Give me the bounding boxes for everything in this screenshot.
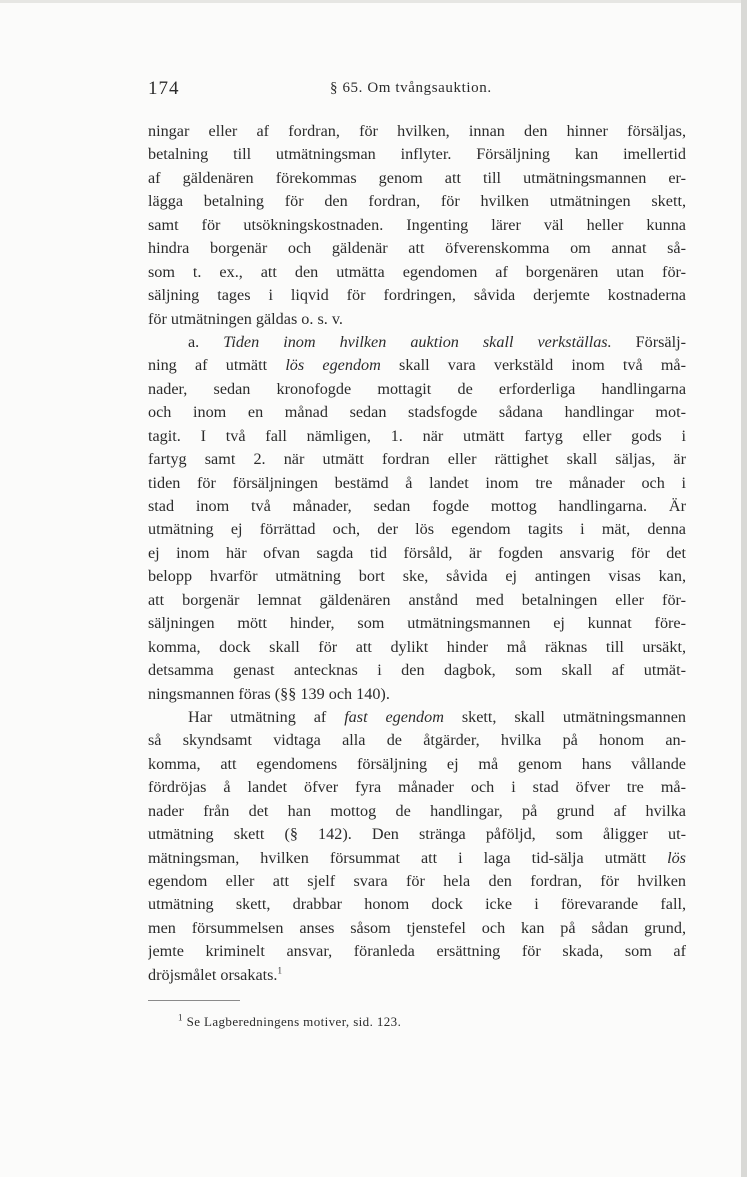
text-line: mätningsman, hvilken försummat att i laga tid-sälja utmätt lös [148, 848, 686, 867]
footnote-text: Se Lagberedningens motiver, sid. 123. [186, 1014, 402, 1029]
page-right-edge [741, 0, 747, 1177]
text-line: ningsmannen föras (§§ 139 och 140). [148, 684, 390, 703]
text-line: ningar eller af fordran, för hvilken, innan den hinner försäljas, [148, 122, 686, 140]
running-head: § 65. Om tvångsauktion. [330, 80, 492, 96]
text-line: hindra borgenär och gäldenär att öfverenskomma om annat så- [148, 239, 686, 258]
text-line: utmätning skett (§ 142). Den stränga påföljd, som åligger ut- [148, 825, 686, 844]
text-line: ej inom här ofvan sagda tid försåld, är fogden ansvarig för det [148, 543, 686, 562]
text-line: tiden för försäljningen bestämd å landet inom tre månader och i [148, 473, 686, 492]
text-line: tagit. I två fall nämligen, 1. när utmätt fartyg eller gods i [148, 426, 686, 445]
body-text [148, 120, 686, 987]
text-line: för utmätningen gäldas o. s. v. [148, 309, 343, 328]
text-line: men försummelsen anses såsom tjenstefel och kan på sådan grund, [148, 918, 686, 937]
text-line: komma, att egendomens försäljning ej må genom hans vållande [148, 754, 686, 773]
text-line: nader, sedan kronofogde mottagit de erforderliga handlingarna [148, 379, 686, 398]
text-line: jemte kriminelt ansvar, föranleda ersättning för skada, som af [148, 942, 686, 961]
text-line: belopp hvarför utmätning bort ske, såvida ej antingen visas kan, [148, 567, 686, 586]
text-line: säljning tages i liqvid för fordringen, såvida derjemte kostnaderna [148, 286, 686, 305]
footnote-mark: 1 [178, 1012, 183, 1023]
section-heading: Tiden inom hvilken auktion skall verkställas. [223, 332, 612, 351]
text-line: detsamma genast antecknas i den dagbok, som skall af utmät- [148, 661, 686, 680]
text-line: fartyg samt 2. när utmätt fordran eller rättighet skall säljas, är [148, 450, 686, 469]
text-line: af gäldenären förekommas genom att till utmätningsmannen er- [148, 168, 686, 187]
footnote [178, 1014, 401, 1030]
text-line: ning af utmätt lös egendom skall vara verkstäld inom två må- [148, 356, 686, 375]
page-header [148, 78, 688, 102]
text-line: som t. ex., att den utmätta egendomen af borgenären utan för- [148, 262, 686, 281]
text-line: Har utmätning af fast egendom skett, skall utmätningsmannen [188, 707, 686, 726]
text-line: dröjsmålet orsakats.$^1$ [148, 965, 282, 984]
text-line: betalning till utmätningsman inflyter. Försäljning kan imellertid [148, 145, 686, 164]
footnote-reference: 1 [277, 965, 282, 976]
text-line: utmätning ej förrättad och, der lös egendom tagits i mät, denna [148, 520, 686, 539]
page-top-edge [0, 0, 747, 3]
text-line: och inom en månad sedan stadsfogde sådana handlingar mot- [148, 403, 686, 422]
page-number: 174 [148, 78, 180, 99]
text-line: egendom eller att sjelf svara för hela den fordran, för hvilken [148, 872, 686, 890]
text-line: fördröjas å landet öfver fyra månader och i stad öfver tre må- [148, 778, 686, 797]
text-line: nader från det han mottog de handlingar, på grund af hvilka [148, 801, 686, 820]
text-line: så skyndsamt vidtaga alla de åtgärder, hvilka på honom an- [148, 731, 686, 750]
text-line: samt för utsökningskostnaden. Ingenting lärer väl heller kunna [148, 215, 686, 234]
section-heading-line: a. Tiden inom hvilken auktion skall verkställas. Försälj- [188, 332, 686, 351]
text-line: stad inom två månader, sedan fogde mottog handlingarna. Är [148, 497, 686, 515]
text-line: komma, dock skall för att dylikt hinder må räknas till ursäkt, [148, 637, 686, 656]
text-line: utmätning skett, drabbar honom dock icke i förevarande fall, [148, 895, 686, 914]
footnote-rule [148, 1000, 240, 1001]
text-line: lägga betalning för den fordran, för hvilken utmätningen skett, [148, 192, 686, 211]
text-line: att borgenär lemnat gäldenären anstånd med betalningen eller för- [148, 590, 686, 609]
text-line: säljningen mött hinder, som utmätningsmannen ej kunnat före- [148, 614, 686, 633]
